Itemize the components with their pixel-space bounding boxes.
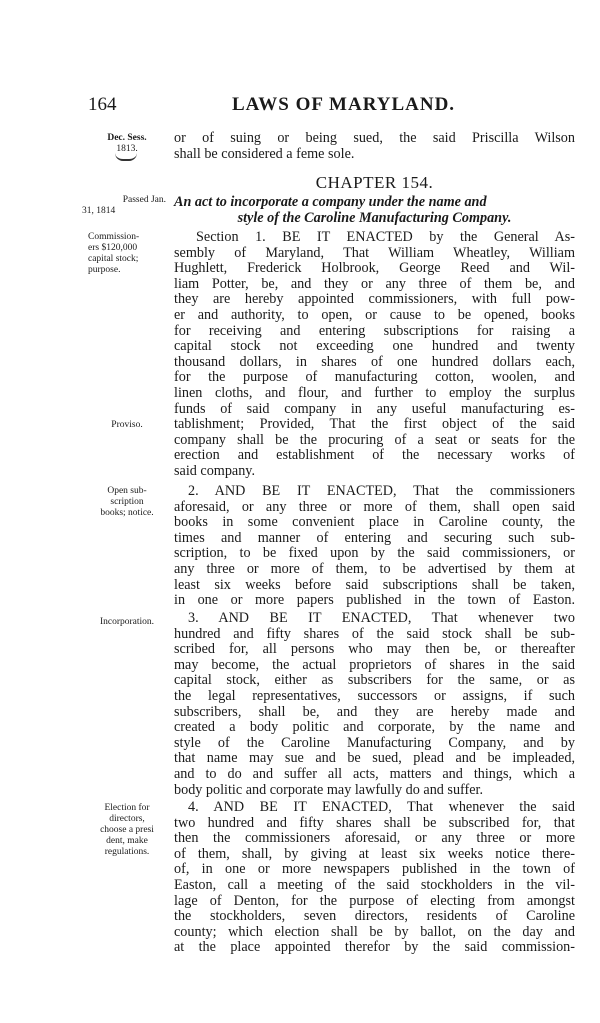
margin-note-line: Commission- (88, 232, 140, 242)
margin-note-line: 31, 1814 (82, 206, 116, 216)
text-line: for the purpose of manufacturing cotton, woolen, and (174, 369, 575, 386)
margin-note-line: Dec. Sess. (107, 133, 147, 143)
text-line: linen cloths, and flour, and further to employ the surplus (174, 384, 575, 401)
margin-note-line: scription (110, 497, 144, 507)
text-line: capital stock, either as subscribers for the same, or as (174, 672, 575, 689)
text-line: books in some convenient place in Caroline county, the (174, 514, 575, 531)
text-line: thousand dollars, in shares of one hundred dollars each, (174, 353, 575, 370)
text-line: style of the Caroline Manufacturing Company, and by (174, 734, 575, 751)
text-line: created a body politic and corporate, by the name and (174, 719, 575, 736)
text-line: shall be considered a feme sole. (174, 145, 355, 162)
text-line: they are hereby appointed commissioners, with full pow- (174, 291, 575, 308)
text-line: the stockholders, seven directors, residents of Caroline (174, 908, 575, 925)
text-line: aforesaid, or any three or more of them, shall open said (174, 498, 575, 515)
text-line: county; which election shall be by ballot, on the day and (174, 923, 575, 940)
section-4 (174, 800, 575, 956)
text-line: funds of said company in any useful manufacturing es- (174, 400, 575, 417)
margin-note-line: capital stock; (88, 254, 139, 264)
text-line: and to do and suffer all acts, matters and things, which a (174, 765, 575, 782)
text-line: 3. AND BE IT ENACTED, That whenever two (188, 610, 575, 626)
text-line: subscribers, shall be, and they are hereby made and (174, 703, 575, 720)
text-line: any three or more of them, to be advertised by them at (174, 560, 575, 577)
text-line: body politic and corporate may lawfully do and suffer. (174, 781, 484, 798)
continuation-text (174, 131, 575, 162)
margin-note-line: choose a presi (100, 825, 154, 835)
text-line: tablishment; Provided, That the first object of the said (174, 416, 575, 433)
text-line: capital stock not exceeding one hundred and twenty (174, 338, 575, 355)
text-line: 4. AND BE IT ENACTED, That whenever the said (188, 799, 575, 815)
margin-note-open-subscription (86, 486, 168, 519)
margin-note-line: Passed Jan. (122, 195, 166, 205)
text-line: erection and establishment of the necessary works of (174, 447, 575, 464)
act-title-line: An act to incorporate a company under the name and (174, 194, 487, 210)
text-line: at the place appointed therefor by the said commission- (174, 939, 575, 956)
text-line: that name may sue and be sued, plead and be impleaded, (174, 750, 575, 767)
text-line: er and authority, to open, or cause to be opened, books (174, 306, 575, 323)
chapter-heading: CHAPTER 154. (315, 173, 434, 192)
text-line: times and manner of entering and securing such sub- (174, 529, 575, 546)
text-line: of, in one or more newspapers published in the town of (174, 861, 575, 878)
margin-note-election (86, 803, 168, 858)
text-line: least six weeks before said subscriptions shall be taken, (174, 576, 575, 593)
margin-note-line: 1813. (116, 144, 138, 154)
margin-note-line: dent, make (106, 836, 148, 846)
text-line: Section 1. BE IT ENACTED by the General As- (196, 229, 575, 245)
margin-note-line: purpose. (88, 265, 121, 275)
text-line: the legal representatives, successors or assigns, if such (174, 687, 575, 704)
margin-note-line: regulations. (104, 847, 150, 857)
text-line: two hundred and fifty shares shall be subscribed for, that (174, 814, 575, 831)
text-line: may become, the actual proprietors of shares in the said (174, 656, 575, 673)
text-line: scribed for, all persons who may then be, or thereafter (174, 641, 575, 658)
margin-note-line: ers $120,000 (88, 243, 138, 253)
act-title (174, 194, 575, 226)
text-line: lage of Denton, for the purpose of electing from amongst (174, 892, 575, 909)
ornament-flourish (115, 153, 137, 161)
margin-note-proviso: Proviso. (111, 420, 143, 430)
text-line: scription, to be fixed upon by the said commissioners, or (174, 545, 575, 562)
margin-note-session (86, 133, 168, 155)
text-line: liam Potter, be, and they or any three of them be, and (174, 275, 575, 292)
text-line: of them, shall, by giving at least six weeks notice there- (174, 845, 575, 862)
margin-note-line: directors, (109, 814, 145, 824)
margin-note-line: Election for (104, 803, 150, 813)
margin-note-passed (82, 195, 166, 217)
margin-note-line: Open sub- (107, 486, 147, 496)
margin-note-incorporation: Incorporation. (99, 617, 155, 627)
text-line: then the commissioners aforesaid, or any three or more (174, 830, 575, 847)
act-title-line: style of the Caroline Manufacturing Company. (237, 210, 512, 226)
running-head: LAWS OF MARYLAND. (232, 94, 456, 115)
text-line: in one or more papers published in the town of Easton. (174, 592, 575, 609)
page-number: 164 (88, 94, 117, 115)
text-line: or of suing or being sued, the said Priscilla Wilson (174, 130, 575, 146)
text-line: 2. AND BE IT ENACTED, That the commissioners (188, 483, 575, 499)
section-3 (174, 611, 575, 798)
margin-note-commissioners (88, 232, 172, 276)
margin-note-line: books; notice. (100, 508, 154, 518)
text-line: said company. (174, 462, 256, 479)
text-line: company shall be the procuring of a seat or seats for the (174, 431, 575, 448)
section-1 (174, 230, 575, 480)
text-line: hundred and fifty shares of the said stock shall be sub- (174, 625, 575, 642)
section-2 (174, 484, 575, 609)
text-line: sembly of Maryland, That William Wheatley, William (174, 244, 575, 261)
text-line: Hughlett, Frederick Holbrook, George Reed and Wil- (174, 260, 575, 277)
text-line: for receiving and entering subscriptions for raising a (174, 322, 575, 339)
text-line: Easton, call a meeting of the said stockholders in the vil- (174, 876, 575, 893)
